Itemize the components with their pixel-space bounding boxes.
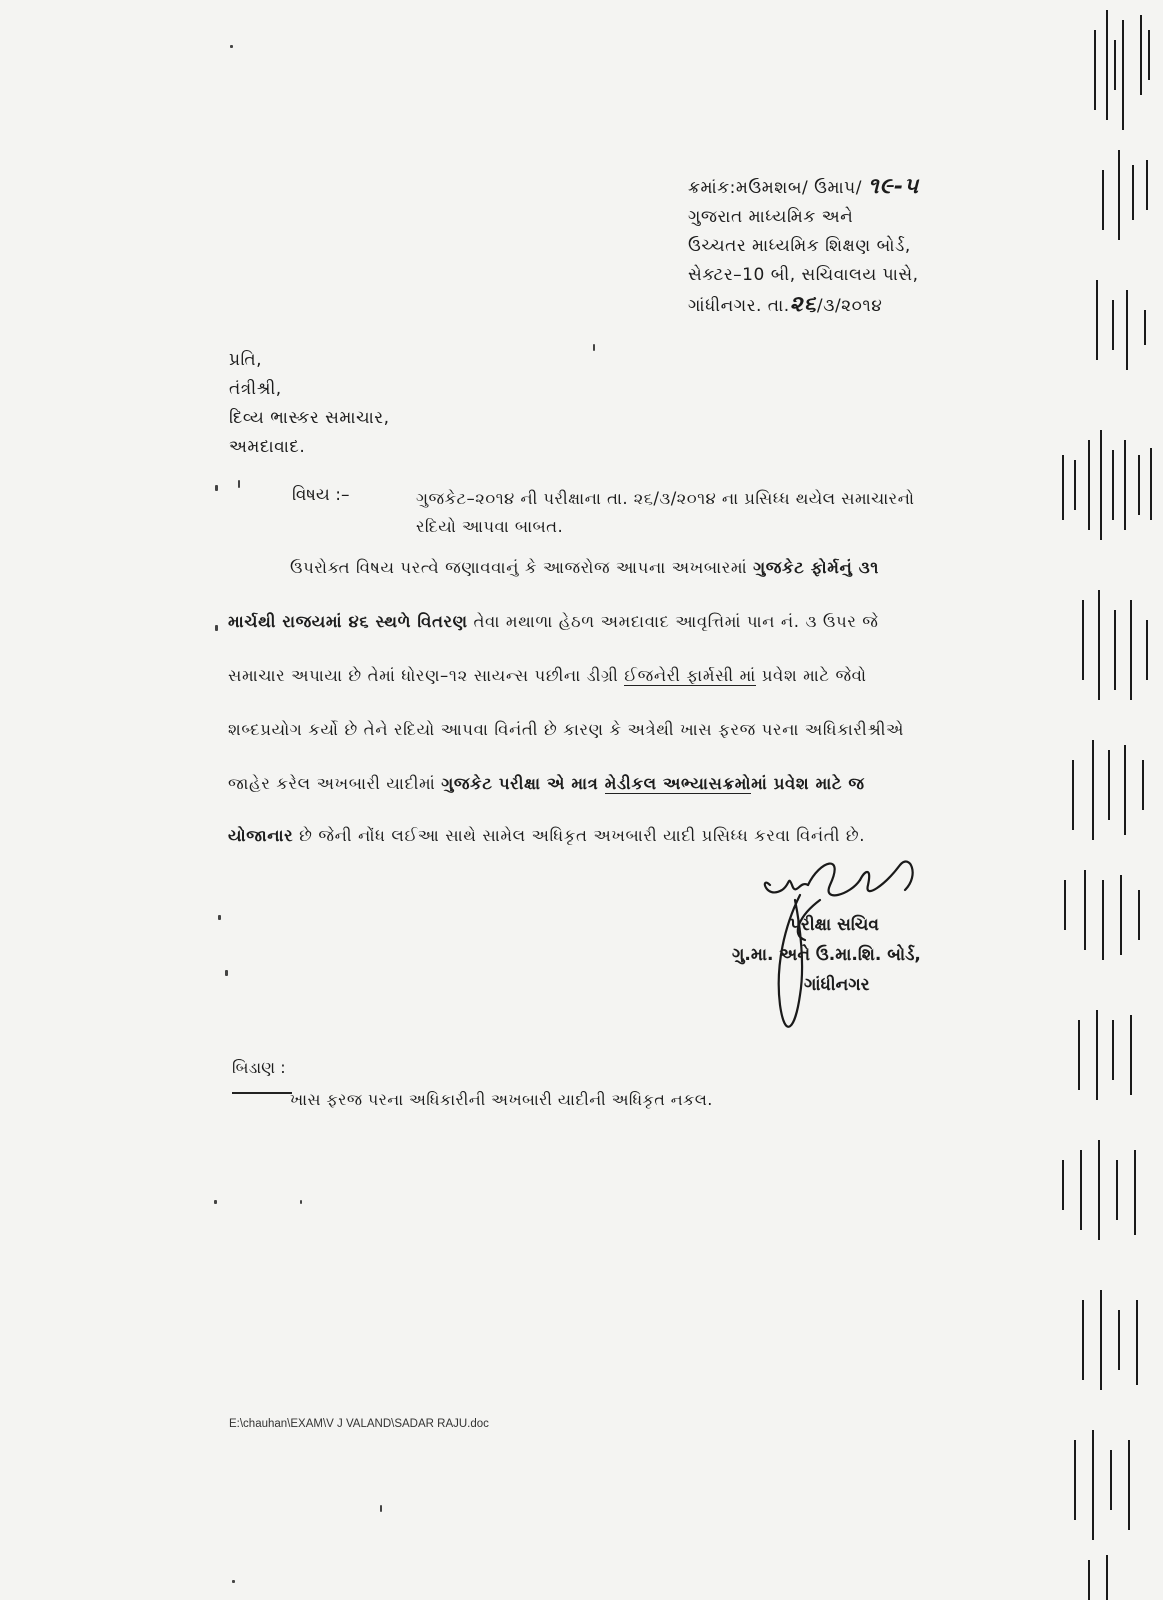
body-bold-text: ગુજકેટ ફોર્મનું ૩૧ (753, 558, 879, 577)
scan-speck (215, 625, 218, 631)
enclosure-rule (232, 1092, 292, 1094)
scan-speck (215, 485, 218, 491)
scan-speck (380, 1505, 382, 1512)
body-bold-text: માં પ્રવેશ માટે જ (751, 774, 865, 793)
body-line-2 (228, 612, 963, 632)
recipient-line-4: અમદાવાદ. (229, 437, 306, 457)
body-line-5 (228, 774, 963, 794)
scan-speck (300, 1200, 302, 1204)
date-prefix: ગાંધીનગર. તા. (688, 296, 790, 316)
scan-speck (232, 1580, 235, 1583)
address-line-1: ગુજરાત માધ્યમિક અને (688, 207, 854, 227)
subject-label: વિષય :– (292, 485, 350, 505)
recipient-line-1: પ્રતિ, (229, 350, 263, 370)
scan-speck (593, 344, 595, 351)
body-text: સમાચાર અપાયા છે તેમાં ધોરણ–૧૨ સાયન્સ પછીના ડીગ્રી (228, 666, 625, 685)
body-bold-text: માર્ચથી રાજયમાં ૪૬ સ્થળે વિતરણ (228, 612, 468, 631)
date-suffix: /૩/૨૦૧૪ (816, 296, 883, 316)
recipient-line-2: તંત્રીશ્રી, (229, 379, 282, 399)
recipient-line-3: દિવ્ય ભાસ્કર સમાચાર, (229, 408, 390, 428)
scan-speck (214, 1200, 217, 1204)
enclosure-label: બિડાણ : (232, 1058, 286, 1077)
body-text: ઉપરોક્ત વિષય પરત્વે જણાવવાનું કે આજરોજ આપના અખબારમાં (290, 558, 754, 577)
signatory-block (732, 910, 972, 1000)
body-bold-text: યોજાનાર (228, 826, 294, 845)
signatory-title: પરીક્ષા સચિવ (790, 915, 879, 935)
body-line-1 (290, 558, 960, 578)
signatory-organisation: ગુ.મા. અને ઉ.મા.શિ. બોર્ડ, (732, 945, 921, 965)
reference-number-text: ક્રમાંક:મઉમશબ/ ઉમાપ/ (688, 178, 862, 198)
body-line-3 (228, 666, 963, 686)
scan-speck (225, 970, 228, 976)
subject-text: ગુજકેટ–૨૦૧૪ ની પરીક્ષાના તા. ૨૬/૩/૨૦૧૪ ના પ્રસિધ્ધ થયેલ સમાચારનો રદિયો આપવા બાબત. (416, 489, 915, 536)
scan-speck (230, 45, 233, 48)
body-bold-text: ગુજકેટ પરીક્ષા એ માત્ર (441, 774, 605, 793)
date-day-handwritten: ૨૬ (789, 291, 817, 317)
body-text: પ્રવેશ માટે જેવો (755, 666, 867, 685)
underlined-text: ઈજનેરી ફાર્મસી માં (624, 666, 756, 685)
underlined-bold-text: મેડીકલ અભ્યાસક્રમો (604, 774, 752, 793)
body-text: તેવા મથાળા હેઠળ અમદાવાદ આવૃત્તિમાં પાન નં. ૩ ઉપર જે (467, 612, 879, 631)
scan-edge-artifact (1023, 0, 1163, 1600)
letter-date (688, 290, 988, 321)
enclosure-text: ખાસ ફરજ પરના અધિકારીની અખબારી યાદીની અધિકૃત નકલ. (290, 1090, 713, 1109)
body-text: જાહેર કરેલ અખબારી યાદીમાં (228, 774, 442, 793)
reference-number-handwritten: ૧૯-૫ (867, 173, 920, 199)
body-text: છે જેની નોંધ લઈઆ સાથે સામેલ અધિકૃત અખબારી યાદી પ્રસિધ્ધ કરવા વિનંતી છે. (293, 826, 866, 845)
scan-speck (238, 480, 240, 488)
office-address-block (688, 172, 988, 321)
signatory-city: ગાંધીનગર (804, 975, 870, 995)
scan-speck (218, 915, 221, 920)
address-line-3: સેક્ટર–10 બી, સચિવાલય પાસે, (688, 265, 919, 285)
body-line-4: શબ્દપ્રયોગ કર્યો છે તેને રદિયો આપવા વિનંતી છે કારણ કે અત્રેથી ખાસ ફરજ પરના અધિકારીશ્રીએ (228, 720, 905, 739)
recipient-block (229, 346, 389, 462)
body-line-6 (228, 826, 963, 846)
file-path-footer: E:\chauhan\EXAM\V J VALAND\SADAR RAJU.doc (229, 1418, 489, 1430)
reference-number (688, 172, 988, 203)
address-line-2: ઉચ્ચતર માધ્યમિક શિક્ષણ બોર્ડ, (688, 236, 911, 256)
